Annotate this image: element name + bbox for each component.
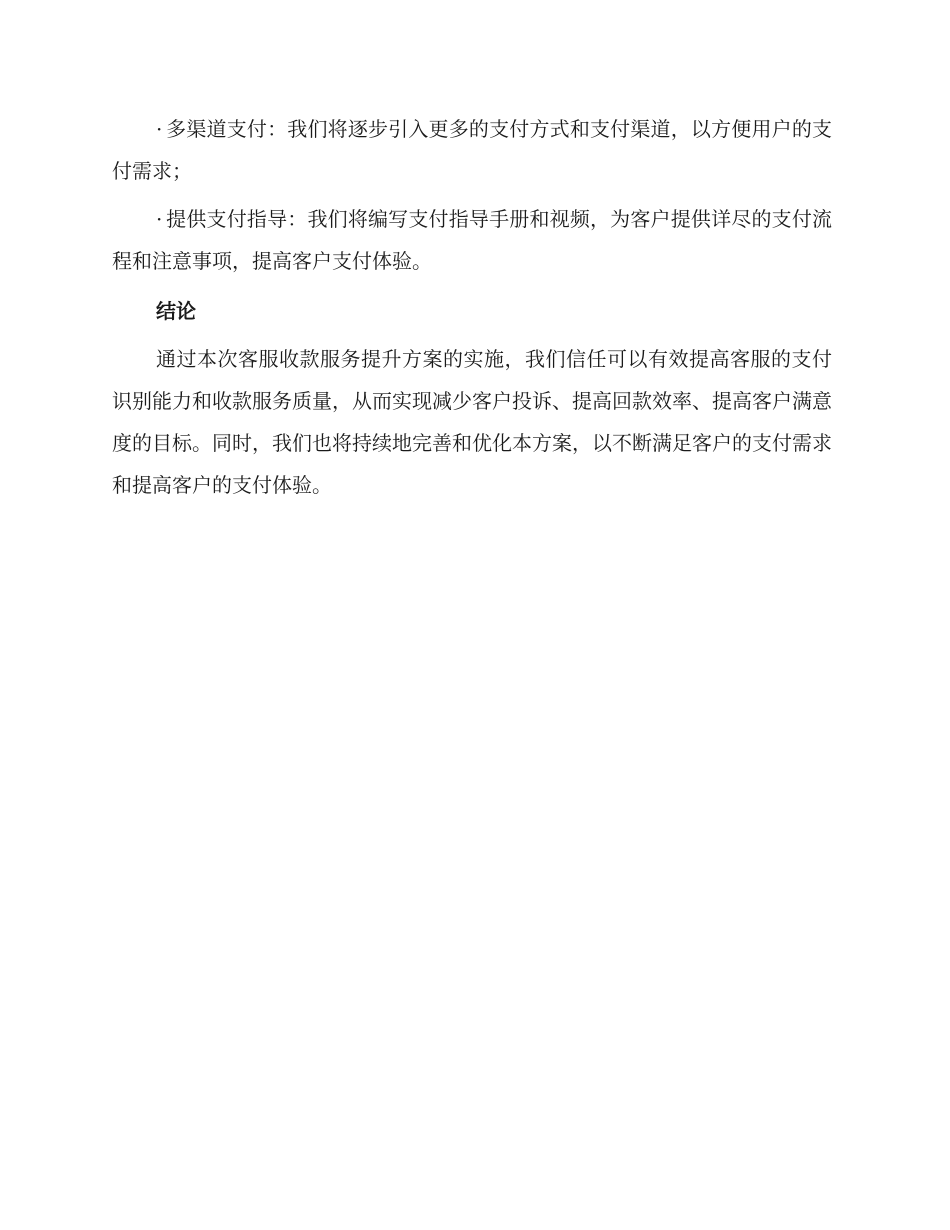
section-heading-conclusion: 结论 xyxy=(156,299,196,323)
bullet-item-multichannel-payment xyxy=(112,108,832,192)
bullet-text: 提供支付指导：我们将编写支付指导手册和视频，为客户提供详尽的支付流程和注意事项，提高客户支付体验。 xyxy=(112,207,832,273)
bullet-item-payment-guidance xyxy=(112,198,832,282)
bullet-text: 多渠道支付：我们将逐步引入更多的支付方式和支付渠道，以方便用户的支付需求； xyxy=(112,117,832,183)
bullet-dot: · xyxy=(156,117,163,141)
document-page xyxy=(112,108,832,506)
conclusion-paragraph: 通过本次客服收款服务提升方案的实施，我们信任可以有效提高客服的支付识别能力和收款服务质量，从而实现减少客户投诉、提高回款效率、提高客户满意度的目标。同时，我们也将持续地完善和优化本方案，以不断满足客户的支付需求和提高客户的支付体验。 xyxy=(112,347,832,497)
bullet-dot: · xyxy=(156,207,163,231)
